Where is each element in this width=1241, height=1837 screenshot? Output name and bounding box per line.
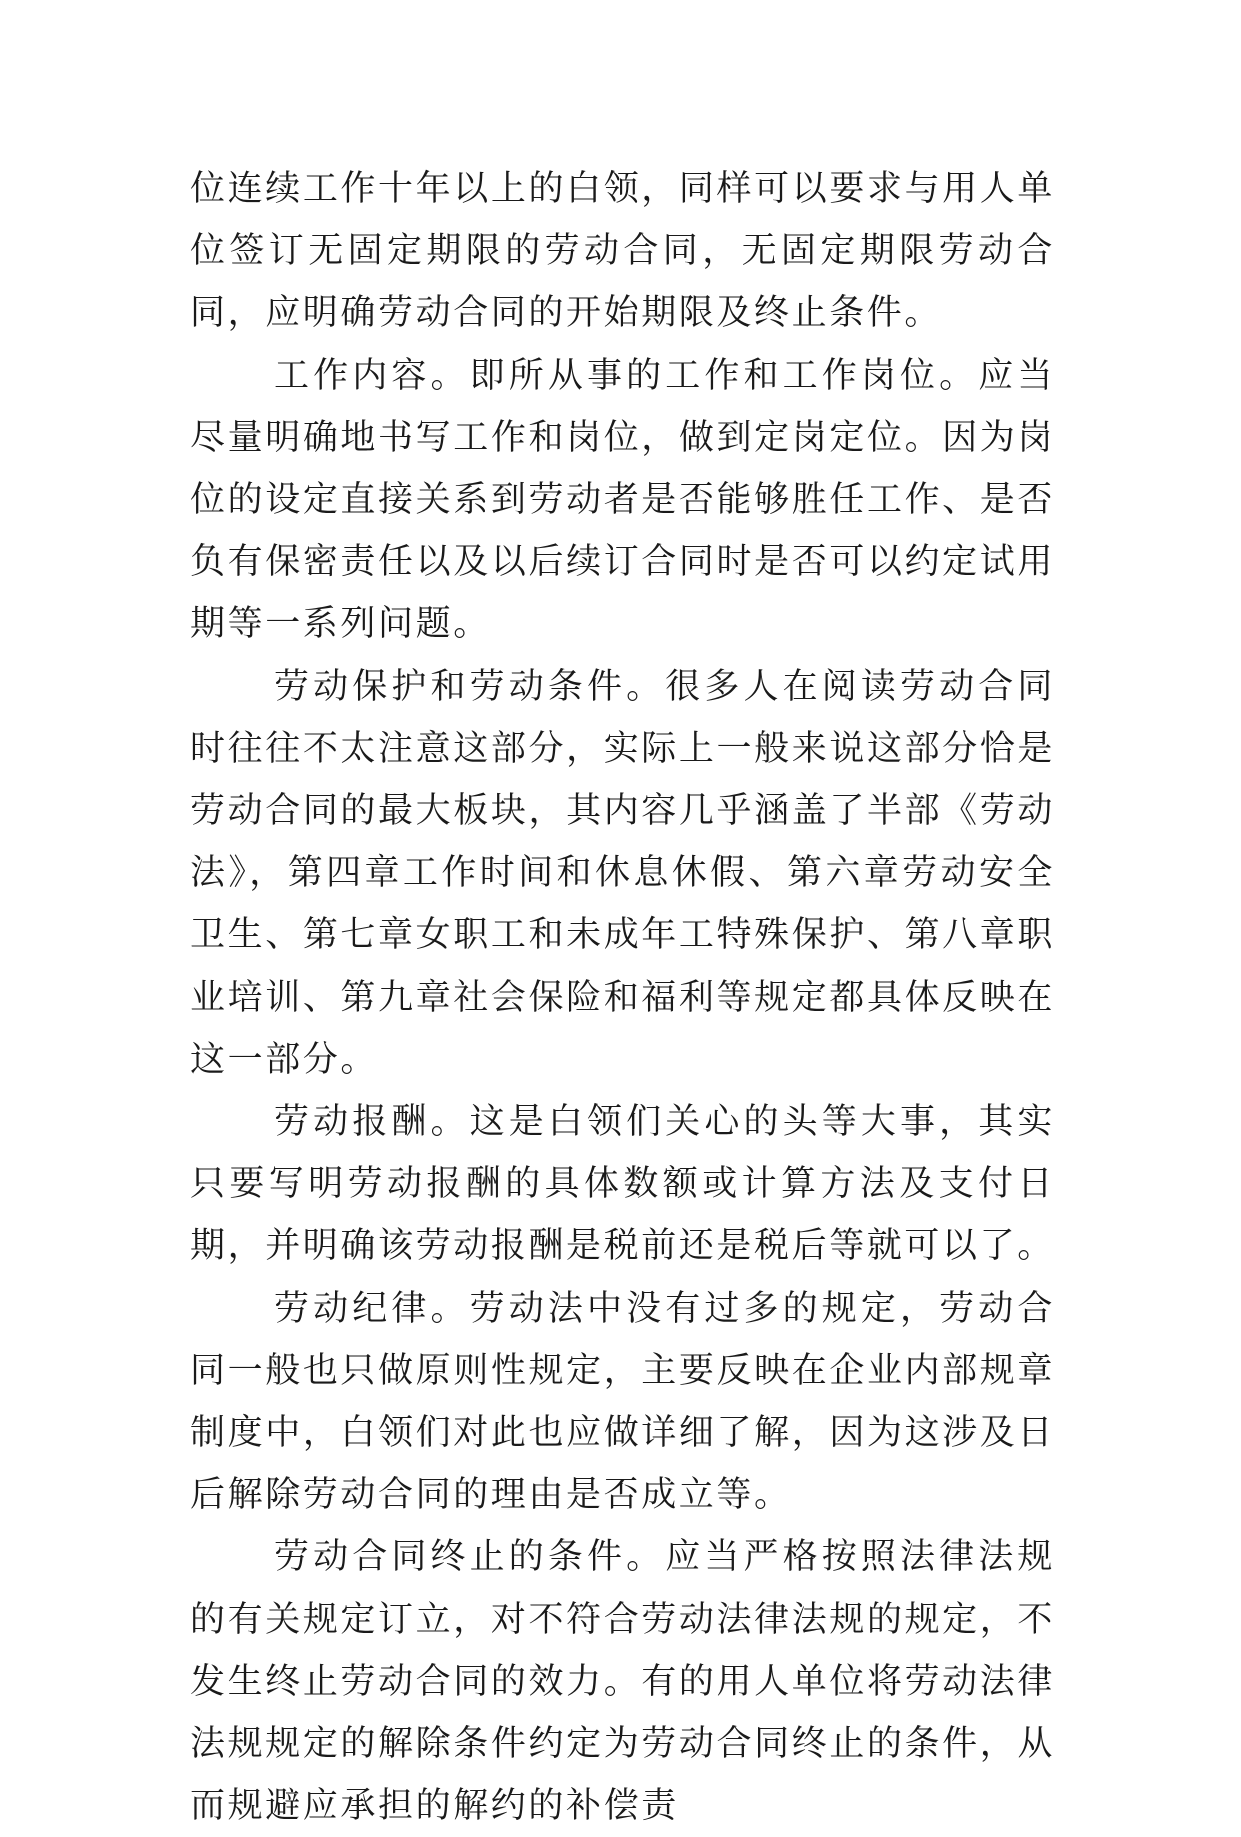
paragraph-remuneration: 劳动报酬。这是白领们关心的头等大事，其实只要写明劳动报酬的具体数额或计算方法及支付日期，并明确该劳动报酬是税前还是税后等就可以了。: [190, 1102, 1055, 1267]
paragraph-labor-protection: 劳动保护和劳动条件。很多人在阅读劳动合同时往往不太注意这部分，实际上一般来说这部分恰是劳动合同的最大板块，其内容几乎涵盖了半部《劳动法》，第四章工作时间和休息休假、第六章劳动安全卫生、第七章女职工和未成年工特殊保护、第八章职业培训、第九章社会保险和福利等规定都具体反映在这一部分。: [190, 666, 1055, 1080]
paragraph-continuation: 位连续工作十年以上的白领，同样可以要求与用人单位签订无固定期限的劳动合同，无固定期限劳动合同，应明确劳动合同的开始期限及终止条件。: [190, 169, 1055, 334]
paragraph-work-content: 工作内容。即所从事的工作和工作岗位。应当尽量明确地书写工作和岗位，做到定岗定位。因为岗位的设定直接关系到劳动者是否能够胜任工作、是否负有保密责任以及以后续订合同时是否可以约定试用期等一系列问题。: [190, 355, 1055, 645]
paragraph-termination-conditions: 劳动合同终止的条件。应当严格按照法律法规的有关规定订立，对不符合劳动法律法规的规定，不发生终止劳动合同的效力。有的用人单位将劳动法律法规规定的解除条件约定为劳动合同终止的条件，从而规避应承担的解约的补偿责: [190, 1537, 1055, 1827]
paragraph-discipline: 劳动纪律。劳动法中没有过多的规定，劳动合同一般也只做原则性规定，主要反映在企业内部规章制度中，白领们对此也应做详细了解，因为这涉及日后解除劳动合同的理由是否成立等。: [190, 1288, 1055, 1516]
body-text: [190, 158, 1055, 1837]
